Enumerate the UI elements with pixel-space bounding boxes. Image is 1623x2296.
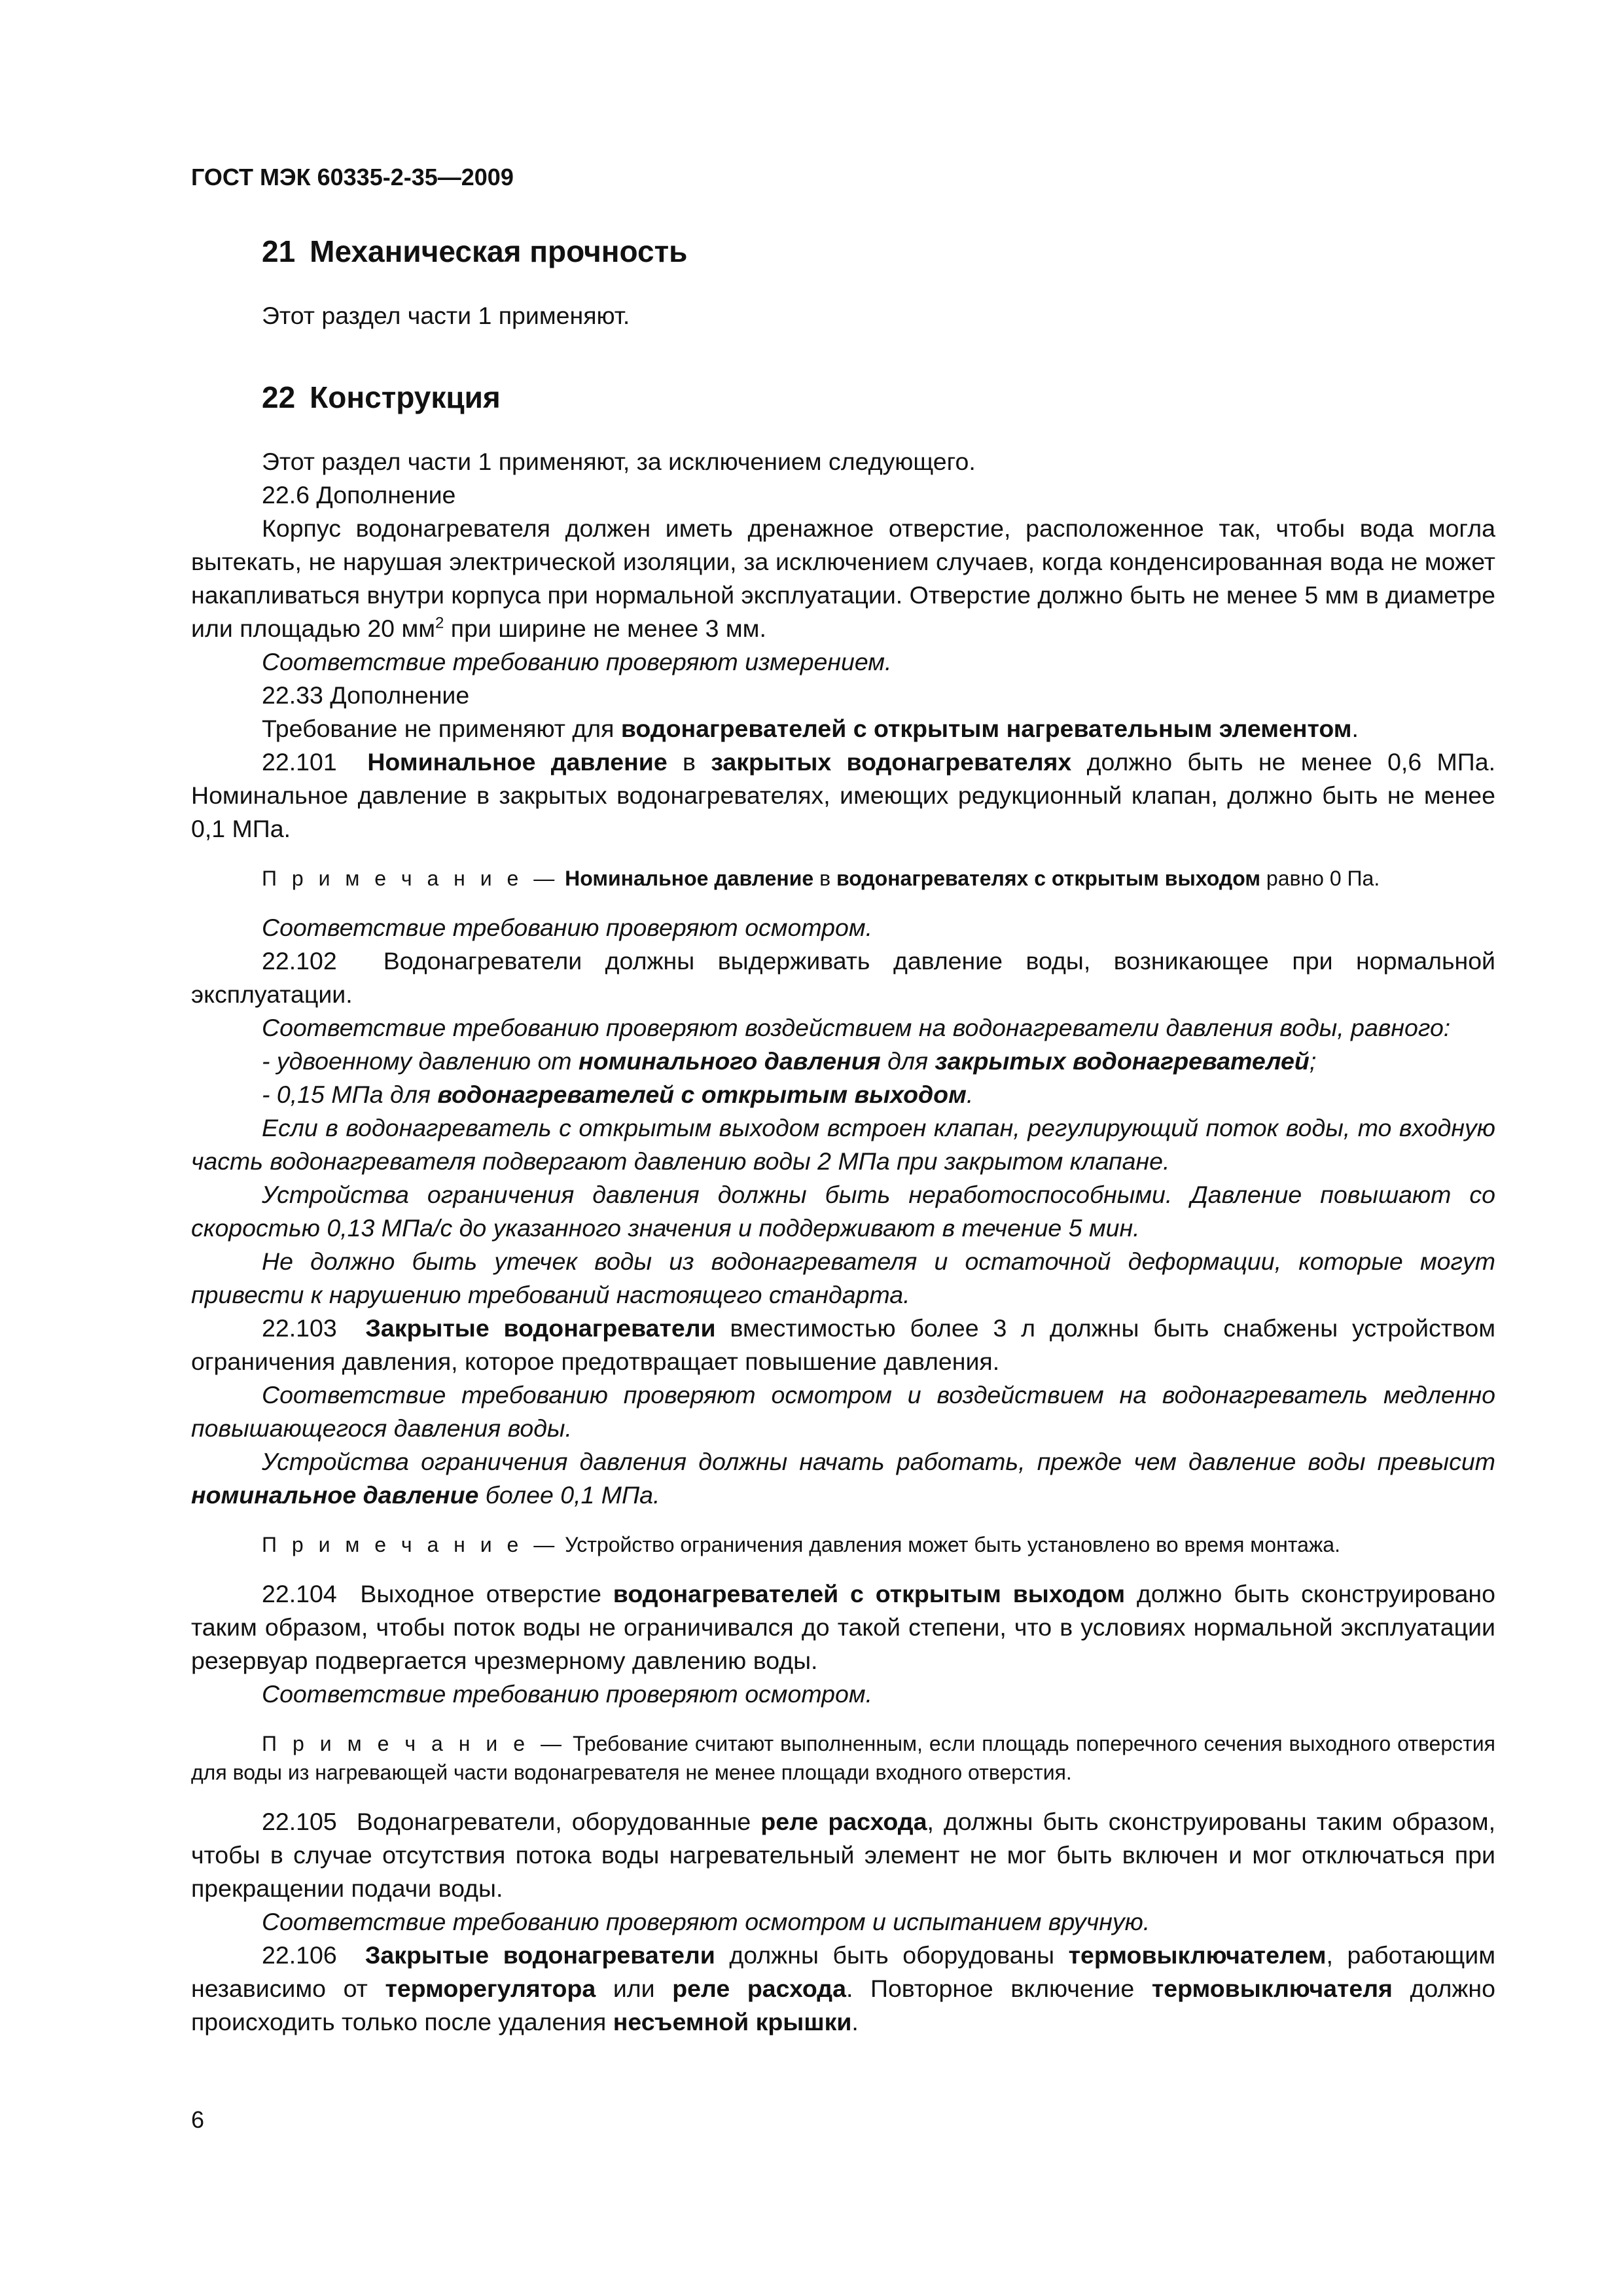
clause-22-103-text: 22.103 Закрытые водонагреватели вместимостью более 3 л должны быть снабжены устройством ограничения давления, которое предотвращает повышение давления. (191, 1314, 1496, 1375)
page-content (191, 232, 1495, 2039)
section-22-heading (191, 378, 1495, 416)
clause-22-102-text: 22.102 Водонагреватели должны выдерживать давление воды, возникающее при нормальной эксплуатации. (191, 947, 1495, 1008)
section-22-intro: Этот раздел части 1 применяют, за исключением следующего. (262, 448, 976, 475)
section-22-number: 22 (262, 380, 296, 414)
clause-22-101-text: 22.101 Номинальное давление в закрытых водонагревателях должно быть не менее 0,6 МПа. Номинальное давление в закрытых водонагревателях, имеющих редукционный клапан, должно быть не менее 0,1 МПа. (191, 748, 1495, 842)
clause-22-101-check: Соответствие требованию проверяют осмотром. (262, 914, 873, 941)
clause-22-101-note: П р и м е ч а н и е — Номинальное давление в водонагревателях с открытым выходом равно 0 Па. (262, 867, 1380, 890)
section-21-title: Механическая прочность (310, 234, 688, 268)
clause-22-102-para-3: Не должно быть утечек воды из водонагревателя и остаточной деформации, которые могут привести к нарушению требований настоящего стандарта. (191, 1247, 1495, 1308)
clause-22-33-text: Требование не применяют для водонагревателей с открытым нагревательным элементом. (262, 715, 1359, 742)
clause-22-6-head: 22.6 Дополнение (262, 481, 456, 509)
page-number: 6 (191, 2106, 205, 2133)
document-code-header: ГОСТ МЭК 60335-2-35—2009 (191, 164, 514, 190)
clause-22-102-para-2: Устройства ограничения давления должны быть неработоспособными. Давление повышают со скоростью 0,13 МПа/с до указанного значения и поддерживают в течение 5 мин. (191, 1181, 1495, 1242)
clause-22-102-check: Соответствие требованию проверяют воздействием на водонагреватели давления воды, равного: (262, 1014, 1451, 1041)
clause-22-105-text: 22.105 Водонагреватели, оборудованные реле расхода, должны быть сконструированы таким образом, чтобы в случае отсутствия потока воды нагревательный элемент не мог быть включен и мог отключаться при прекращении подачи воды. (191, 1808, 1496, 1902)
clause-22-106-text: 22.106 Закрытые водонагреватели должны быть оборудованы термовыключателем, работающим независимо от терморегулятора или реле расхода. Повторное включение термовыключателя должно происходить только после удаления несъемной крышки. (191, 1941, 1496, 2036)
clause-22-102-list-item-1: - удвоенному давлению от номинального давления для закрытых водонагревателей; (262, 1047, 1317, 1075)
clause-22-104-note: П р и м е ч а н и е — Требование считают выполненным, если площадь поперечного сечения выходного отверстия для воды из нагревающей части водонагревателя не менее площади входного отверстия. (191, 1732, 1496, 1784)
clause-22-33-head: 22.33 Дополнение (262, 681, 470, 709)
clause-22-104-check: Соответствие требованию проверяют осмотром. (262, 1680, 873, 1708)
clause-22-103-note: П р и м е ч а н и е — Устройство ограничения давления может быть установлено во время монтажа. (262, 1533, 1340, 1556)
clause-22-102-list-item-2: - 0,15 МПа для водонагревателей с открытым выходом. (262, 1081, 974, 1108)
clause-22-104-text: 22.104 Выходное отверстие водонагревателей с открытым выходом должно быть сконструировано таким образом, чтобы поток воды не ограничивался до такой степени, что в условиях нормальной эксплуатации резервуар подвергается чрезмерному давлению воды. (191, 1580, 1496, 1674)
section-21-heading (191, 232, 1495, 270)
clause-22-102-para-1: Если в водонагреватель с открытым выходом встроен клапан, регулирующий поток воды, то входную часть водонагревателя подвергают давлению воды 2 МПа при закрытом клапане. (191, 1114, 1495, 1175)
clause-22-103-check: Соответствие требованию проверяют осмотром и воздействием на водонагреватель медленно повышающегося давления воды. (191, 1381, 1495, 1442)
clause-22-105-check: Соответствие требованию проверяют осмотром и испытанием вручную. (262, 1908, 1150, 1935)
clause-22-6-text: Корпус водонагревателя должен иметь дренажное отверстие, расположенное так, чтобы вода могла вытекать, не нарушая электрической изоляции, за исключением случаев, когда конденсированная вода не может накапливаться внутри корпуса при нормальной эксплуатации. Отверстие должно быть не менее 5 мм в диаметре или площадью 20 $мм^2$ при ширине не менее 3 мм. (191, 514, 1495, 642)
section-21-number: 21 (262, 234, 296, 268)
section-22-title: Конструкция (310, 380, 501, 414)
section-21-text: Этот раздел части 1 применяют. (262, 302, 630, 329)
clause-22-6-check: Соответствие требованию проверяют измерением. (262, 648, 892, 675)
clause-22-103-para: Устройства ограничения давления должны начать работать, прежде чем давление воды превысит номинальное давление более 0,1 МПа. (191, 1448, 1495, 1509)
